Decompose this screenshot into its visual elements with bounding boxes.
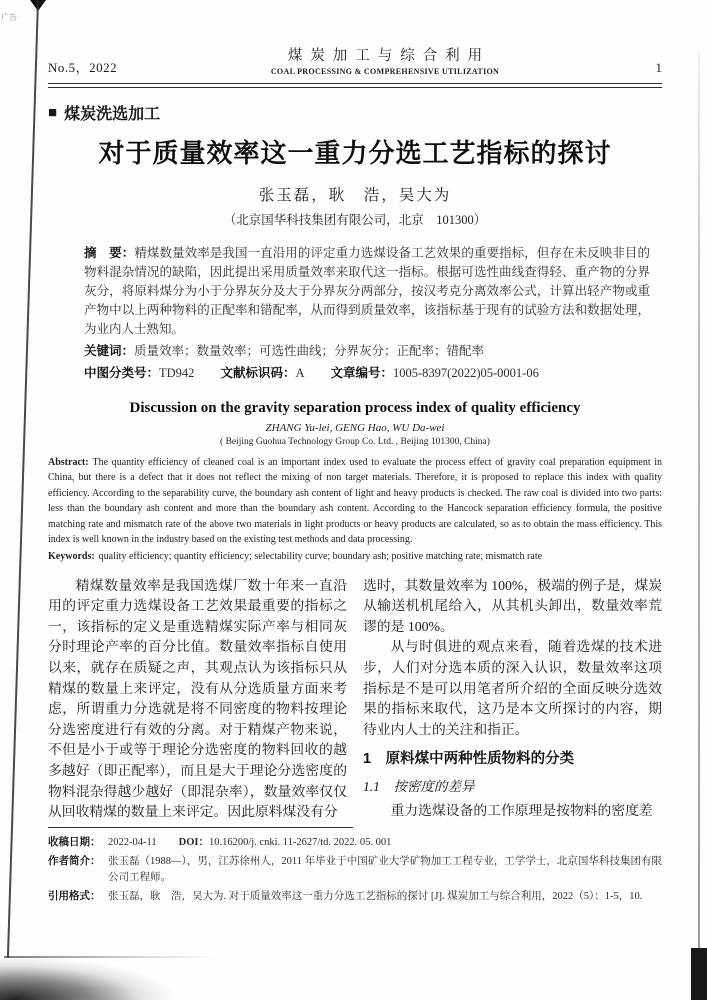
- authors-cn: 张玉磊，耿 浩，吴大为: [258, 186, 452, 204]
- affiliation-en: ( Beijing Guohua Technology Group Co. Ltd. , Beijing 101300, China): [220, 436, 490, 447]
- section-heading-1: 1 原料煤中两种性质物料的分类: [363, 751, 575, 768]
- issue-number: No.5，2022: [48, 60, 118, 75]
- page-number: 1: [655, 60, 662, 75]
- article-title-en: Discussion on the gravity separation process index of quality efficiency: [129, 399, 581, 416]
- cn-abstract-block: [84, 244, 650, 383]
- body-paragraph: 从与时俱进的观点来看，随着选煤的技术进步，人们对分选本质的深入认识，数量效率这项指标是不是可以用笔者所介绍的全面反映分选效果的指标来取代，这乃是本文所探讨的内容，期待业内人士的关注和指正。: [363, 639, 662, 737]
- cn-abstract: [84, 244, 650, 339]
- received-date-row: [48, 835, 662, 851]
- author-bio-label: 作者简介：: [48, 855, 101, 868]
- journal-name-block: [168, 44, 602, 76]
- received-date-value: 2022-04-11: [108, 836, 157, 848]
- citation-row: [48, 889, 662, 905]
- doi-value: 10.16200/j. cnki. 11-2627/td. 2022. 05. 001: [208, 836, 392, 848]
- clc-value: TD942: [159, 365, 195, 380]
- footnote-area: [48, 827, 662, 905]
- affiliation-cn: （北京国华科技集团有限公司，北京 101300）: [223, 212, 487, 227]
- scan-margin-note: 广告: [1, 13, 17, 22]
- en-abstract-text: The quantity efficiency of cleaned coal is an important index used to evaluate the process effect of gravity coal preparation equipment in China, but there is a defect that it does not reflect the mixing of non target materials. Therefore, it is proposed to replace this index with quality efficiency. According to the separability curve, the boundary ash content of light and heavy products is checked. The raw coal is divided into two parts: less than the boundary ash content and more than the boundary ash content. According to the Hancock separation efficiency formula, the positive matching rate and mismatch rate of the above two materials in light products or heavy products are calculated, so as to obtain the mass efficiency. This index is well known in the industry based on the existing test methods and data processing.: [48, 456, 662, 546]
- en-abstract-label: Abstract:: [48, 456, 89, 468]
- doi-label: DOI：: [178, 836, 209, 848]
- received-date-content: [108, 835, 662, 851]
- running-head: [48, 44, 662, 76]
- citation-label: 引用格式：: [48, 890, 101, 903]
- author-bio-content: 张玉磊（1988—），男，江苏徐州人，2011 年毕业于中国矿业大学矿物加工工程专业，工学学士，北京国华科技集团有限公司工程师。: [108, 856, 662, 883]
- cn-keywords-label: 关键词：: [84, 343, 135, 358]
- en-keywords-text: quality efficiency; quantity efficiency; selectability curve; boundary ash; positive matching rate; mismatch rate: [98, 551, 543, 563]
- scan-streak-bottom: [4, 956, 219, 958]
- cn-keywords: [84, 342, 650, 361]
- article-id-label: 文章编号：: [330, 365, 393, 380]
- header-double-rule: [48, 83, 662, 88]
- body-paragraph: 精煤数量效率是我国选煤厂数十年来一直沿用的评定重力选煤设备工艺效果最重要的指标之一，该指标的定义是重选精煤实际产率与相同灰分时理论产率的百分比值。数量效率指标自使用以来，就存在质疑之声，其观点认为该指标只从精煤的数量上来评定，没有从分选质量方面来考虑，所谓重力分选就是将不同密度的物料按理论分选密度进行有效的分离。对于精煤产物来说，不但是小于或等于理论分选密度的物料回收的越多越好（即正配率），而且是大于理论分选密度的物料混杂得越少越好（即混杂率），数量效率仅仅从回收精煤的数量上来评定。因此原料煤没有分: [48, 577, 347, 820]
- cn-abstract-label: 摘 要：: [84, 245, 135, 260]
- section-label: [48, 101, 662, 124]
- en-keywords-label: Keywords:: [48, 551, 95, 563]
- body-paragraph: 重力选煤设备的工作原理是按物料的密度差: [390, 802, 653, 818]
- author-bio-row: [48, 854, 662, 885]
- journal-name-en: COAL PROCESSING & COMPREHENSIVE UTILIZATION: [270, 67, 500, 76]
- doc-code-value: A: [295, 365, 305, 380]
- body-column-right: [363, 576, 662, 823]
- body-paragraph: 选时，其数量效率为 100%，极端的例子是，煤炭从输送机机尾给入，从其机头卸出，数量效率荒谬的是 100%。: [363, 577, 662, 634]
- page-content: [0, 44, 707, 905]
- cn-abstract-text: 精煤数量效率是我国一直沿用的评定重力选煤设备工艺效果的重要指标，但存在未反映非目的物料混杂情况的缺陷，因此提出采用质量效率来取代这一指标。根据可选性曲线查得轻、重产物的分界灰分，将原料煤分为小于分界灰分及大于分界灰分两部分，按汉考克分离效率公式，计算出轻产物或重产物中以上两种物料的正配率和错配率，从而得到质量效率，该指标基于现有的试验方法和数据处理，为业内人士熟知。: [84, 245, 650, 336]
- cn-keywords-text: 质量效率；数量效率；可选性曲线；分界灰分；正配率；错配率: [134, 343, 485, 358]
- section-marker-icon: ■: [48, 103, 58, 121]
- doc-code-label: 文献标识码：: [220, 365, 296, 380]
- journal-name-cn: 煤炭加工与综合利用: [287, 48, 491, 64]
- section-heading-1-1: 1.1 按密度的差异: [363, 779, 475, 794]
- article-id-value: 1005-8397(2022)05-0001-06: [393, 365, 539, 380]
- scan-dark-corner: [691, 948, 707, 1000]
- footnote-divider: [48, 827, 353, 828]
- clc-label: 中图分类号：: [84, 365, 160, 380]
- en-abstract: [48, 455, 662, 549]
- citation-content: 张玉磊，耿 浩，吴大为. 对于质量效率这一重力分选工艺指标的探讨 [J]. 煤炭加工与综合利用，2022（5）：1-5，10.: [108, 891, 643, 903]
- body-column-left: [48, 576, 347, 823]
- section-label-text: 煤炭洗选加工: [64, 105, 161, 123]
- cn-meta-line: [84, 364, 650, 383]
- received-date-label: 收稿日期：: [48, 835, 101, 848]
- body-columns: [48, 576, 662, 823]
- article-title-cn: 对于质量效率这一重力分选工艺指标的探讨: [98, 137, 612, 168]
- authors-en: ZHANG Yu-lei, GENG Hao, WU Da-wei: [265, 421, 445, 434]
- en-keywords: [48, 549, 662, 565]
